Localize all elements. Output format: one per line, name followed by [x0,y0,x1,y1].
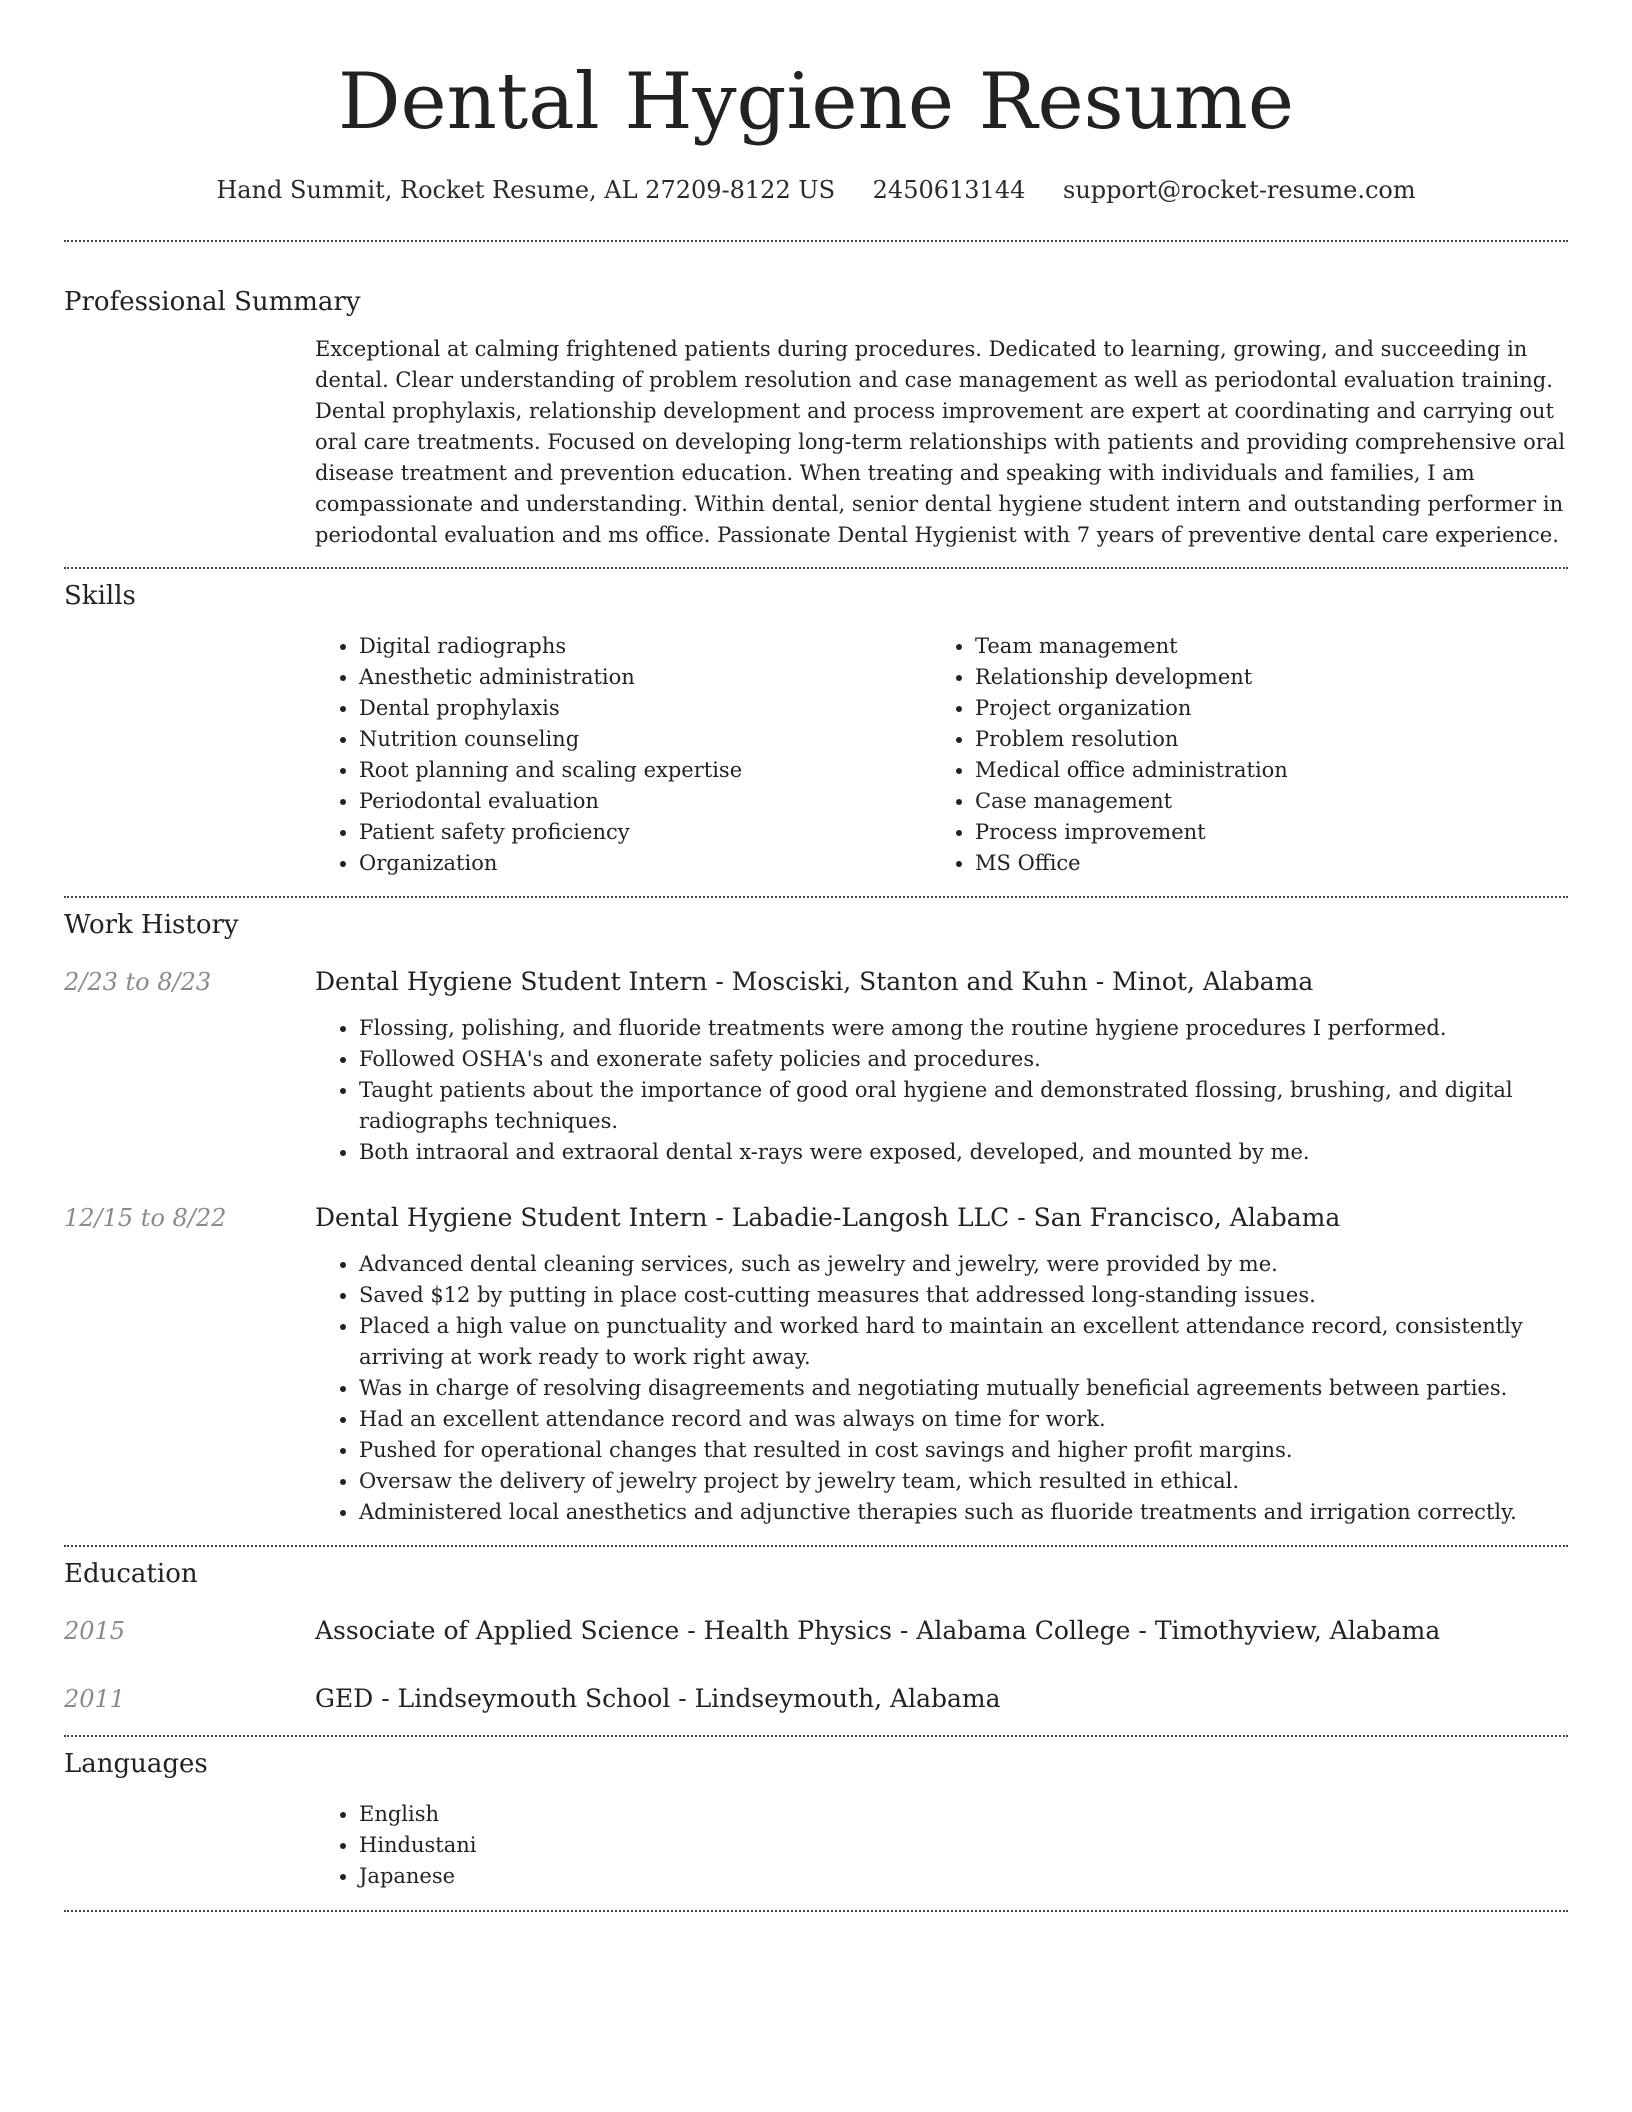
skill-item: • Nutrition counseling [359,724,931,755]
contact-email: support@rocket-resume.com [1063,176,1416,204]
skills-column-right [931,631,1547,879]
education-entry [64,1683,1568,1715]
section-title: Languages [64,1749,208,1779]
languages-content [315,1799,1568,1892]
skill-item: • Patient safety proficiency [359,817,931,848]
education-year: 2015 [64,1617,126,1645]
languages-section [64,1737,1568,1892]
education-year: 2011 [64,1685,126,1713]
skill-item: • Dental prophylaxis [359,693,931,724]
work-bullet: • Taught patients about the importance of good oral hygiene and demonstrated flossing, brushing, and digital radiographs techniques. [359,1075,1568,1137]
work-entry [64,1202,1568,1528]
summary-text: Exceptional at calming frightened patients during procedures. Dedicated to learning, growing, and succeeding in dental. Clear understanding of problem resolution and case management as well as periodontal evaluation training. Dental prophylaxis, relationship development and process improvement are expert at coordinating and carrying out oral care treatments. Focused on developing long-term relationships with patients and providing comprehensive oral disease treatment and prevention education. When treating and speaking with individuals and families, I am compassionate and understanding. Within dental, senior dental hygiene student intern and outstanding performer in periodontal evaluation and ms office. Passionate Dental Hygienist with 7 years of preventive dental care experience. [315,337,1566,547]
work-bullet: • Administered local anesthetics and adjunctive therapies such as fluoride treatments and irrigation correctly. [359,1497,1568,1528]
work-entry-title: Dental Hygiene Student Intern - Labadie-Langosh LLC - San Francisco, Alabama [315,1203,1341,1232]
languages-list [315,1799,1568,1892]
skills-list-right [931,631,1547,879]
language-item: • Japanese [359,1861,1568,1892]
education-section [64,1547,1568,1715]
skill-item: • Anesthetic administration [359,662,931,693]
skill-item: • Relationship development [975,662,1547,693]
skill-item: • Project organization [975,693,1547,724]
skills-section [64,569,1568,879]
work-entry-bullets [315,1249,1568,1528]
work-bullet: • Oversaw the delivery of jewelry project by jewelry team, which resulted in ethical. [359,1466,1568,1497]
skills-column-left [315,631,931,879]
skills-list-left [315,631,931,879]
skill-item: • Periodontal evaluation [359,786,931,817]
skill-item: • Problem resolution [975,724,1547,755]
language-item: • Hindustani [359,1830,1568,1861]
work-entry-bullets [315,1013,1568,1168]
education-title: GED - Lindseymouth School - Lindseymouth, Alabama [315,1684,1001,1713]
resume-header [64,0,1568,206]
work-section [64,898,1568,1528]
skills-grid [315,631,1568,879]
work-bullet: • Followed OSHA's and exonerate safety policies and procedures. [359,1044,1568,1075]
education-entry [64,1615,1568,1647]
skill-item: • Process improvement [975,817,1547,848]
work-entry-title: Dental Hygiene Student Intern - Mosciski, Stanton and Kuhn - Minot, Alabama [315,967,1314,996]
skill-item: • Root planning and scaling expertise [359,755,931,786]
section-title: Skills [64,581,136,611]
skill-item: • MS Office [975,848,1547,879]
skill-item: • Digital radiographs [359,631,931,662]
work-bullet: • Placed a high value on punctuality and worked hard to maintain an excellent attendance record, consistently arriving at work ready to work right away. [359,1311,1568,1373]
work-entry-details [315,1249,1568,1528]
work-bullet: • Both intraoral and extraoral dental x-rays were exposed, developed, and mounted by me. [359,1137,1568,1168]
work-bullet: • Flossing, polishing, and fluoride treatments were among the routine hygiene procedures I performed. [359,1013,1568,1044]
work-bullet: • Was in charge of resolving disagreements and negotiating mutually beneficial agreements between parties. [359,1373,1568,1404]
skill-item: • Medical office administration [975,755,1547,786]
section-title: Work History [64,910,239,940]
education-title: Associate of Applied Science - Health Physics - Alabama College - Timothyview, Alabama [315,1616,1441,1645]
language-item: • English [359,1799,1568,1830]
summary-section [64,242,1568,551]
work-entry-details [315,1013,1568,1168]
work-bullet: • Saved $12 by putting in place cost-cutting measures that addressed long-standing issues. [359,1280,1568,1311]
summary-content [315,334,1568,551]
contact-phone: 2450613144 [872,176,1026,204]
section-title: Professional Summary [64,287,361,317]
resume-name: Dental Hygiene Resume [337,57,1295,147]
skill-item: • Team management [975,631,1547,662]
section-divider [64,1910,1568,1912]
contact-address: Hand Summit, Rocket Resume, AL 27209-8122 US [216,176,836,204]
work-entry-header [64,966,1568,998]
work-bullet: • Advanced dental cleaning services, such as jewelry and jewelry, were provided by me. [359,1249,1568,1280]
skill-item: • Case management [975,786,1547,817]
work-entry-dates: 12/15 to 8/22 [64,1204,227,1232]
work-entry-dates: 2/23 to 8/23 [64,968,212,996]
work-entry [64,966,1568,1168]
section-title: Education [64,1559,198,1589]
contact-line [64,174,1568,206]
work-bullet: • Pushed for operational changes that resulted in cost savings and higher profit margins. [359,1435,1568,1466]
work-bullet: • Had an excellent attendance record and was always on time for work. [359,1404,1568,1435]
work-entry-header [64,1202,1568,1234]
skill-item: • Organization [359,848,931,879]
